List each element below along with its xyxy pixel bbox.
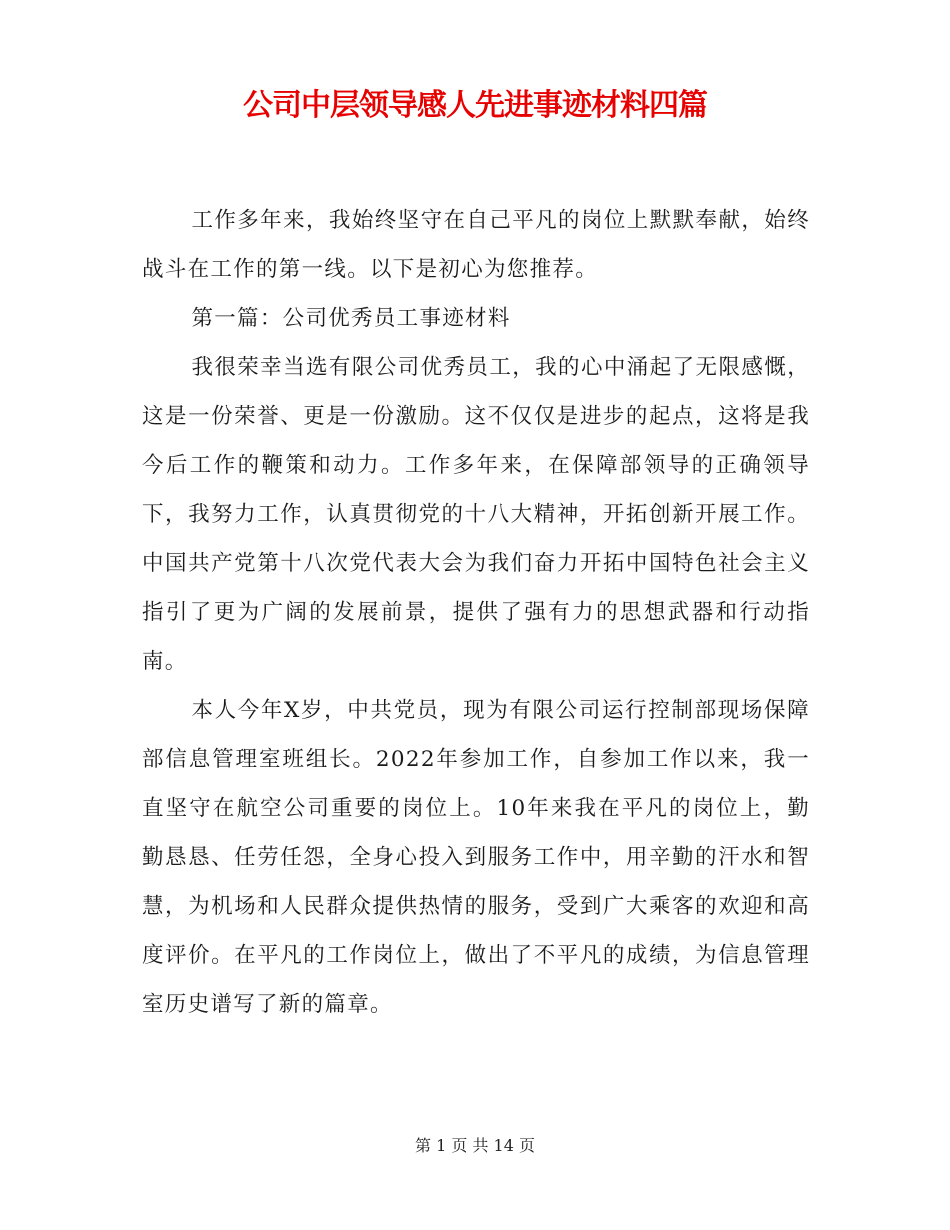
- page-number-footer: 第 1 页 共 14 页: [415, 1136, 535, 1155]
- document-title: 公司中层领导感人先进事迹材料四篇: [243, 88, 707, 123]
- document-body: [142, 196, 810, 1029]
- section-heading: 第一篇：公司优秀员工事迹材料: [191, 306, 511, 331]
- paragraph-profile: 本人今年X岁，中共党员，现为有限公司运行控制部现场保障部信息管理室班组长。2022年参加工作，自参加工作以来，我一直坚守在航空公司重要的岗位上。10年来我在平凡的岗位上，勤勤恳恳、任劳任怨，全身心投入到服务工作中，用辛勤的汗水和智慧，为机场和人民群众提供热情的服务，受到广大乘客的欢迎和高度评价。在平凡的工作岗位上，做出了不平凡的成绩，为信息管理室历史谱写了新的篇章。: [142, 698, 810, 1017]
- paragraph-honor: 我很荣幸当选有限公司优秀员工，我的心中涌起了无限感慨，这是一份荣誉、更是一份激励。这不仅仅是进步的起点，这将是我今后工作的鞭策和动力。工作多年来，在保障部领导的正确领导下，我努力工作，认真贯彻党的十八大精神，开拓创新开展工作。中国共产党第十八次党代表大会为我们奋力开拓中国特色社会主义指引了更为广阔的发展前景，提供了强有力的思想武器和行动指南。: [142, 355, 810, 674]
- paragraph-intro: 工作多年来，我始终坚守在自己平凡的岗位上默默奉献，始终战斗在工作的第一线。以下是初心为您推荐。: [142, 208, 810, 282]
